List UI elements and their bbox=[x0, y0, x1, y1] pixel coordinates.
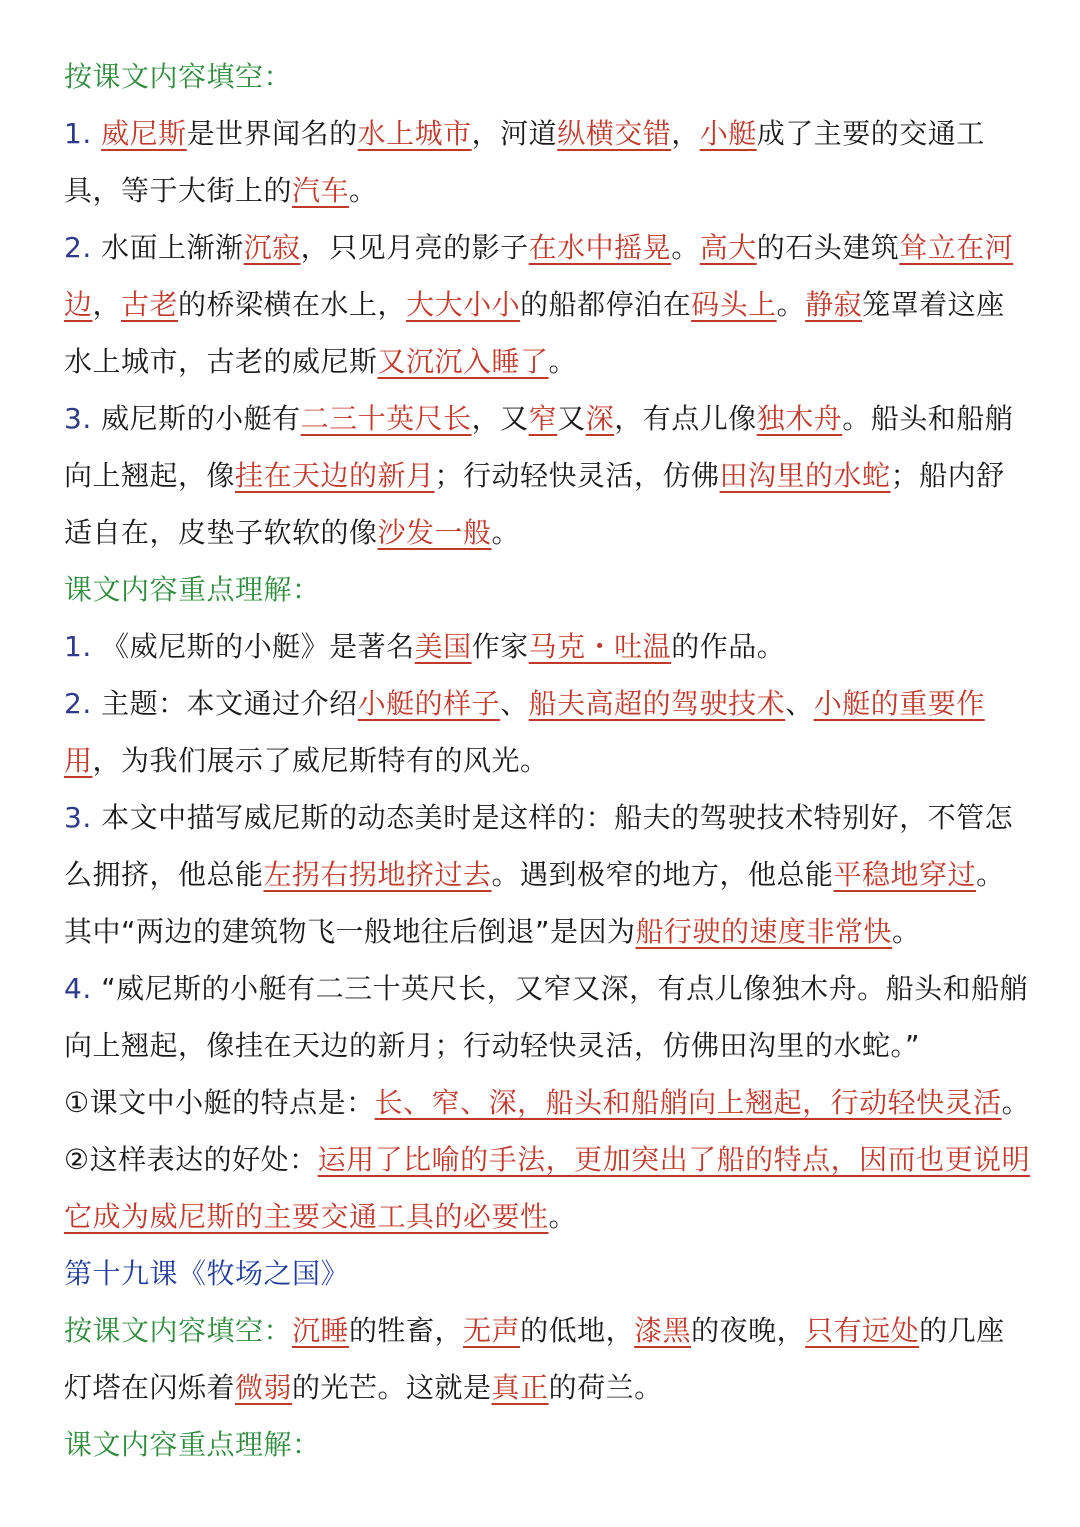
understand-item-4-q1 bbox=[64, 1074, 1032, 1131]
section-heading-understand: 课文内容重点理解： bbox=[64, 573, 321, 606]
prompt-text: 的石头建筑 bbox=[756, 231, 900, 264]
prompt-text: 的作品。 bbox=[671, 630, 786, 663]
answer-text: 二三十英尺长 bbox=[300, 402, 472, 435]
item-number: 4. bbox=[64, 972, 102, 1005]
prompt-text: 的牲畜， bbox=[349, 1314, 464, 1347]
answer-text: 左拐右拐地挤过去 bbox=[263, 858, 492, 891]
answer-text: 高大 bbox=[699, 231, 757, 264]
item-number: 2. bbox=[64, 231, 102, 264]
answer-text: 沉睡 bbox=[292, 1314, 350, 1347]
item-number: 1. bbox=[64, 630, 102, 663]
prompt-text: ②这样表达的好处： bbox=[64, 1143, 318, 1176]
answer-text: 小艇 bbox=[699, 117, 757, 150]
answer-text: 深 bbox=[585, 402, 615, 435]
answer-text: 船夫高超的驾驶技术 bbox=[528, 687, 786, 720]
answer-text: 水上城市 bbox=[357, 117, 472, 150]
prompt-text: 又 bbox=[557, 402, 586, 435]
prompt-text: 。 bbox=[548, 1200, 578, 1233]
answer-text: 马克・吐温 bbox=[528, 630, 672, 663]
answer-text: 挂在天边的新月 bbox=[235, 459, 435, 492]
prompt-text: 威尼斯的小艇有 bbox=[101, 402, 301, 435]
understand-item-2 bbox=[64, 675, 1032, 789]
answer-text: 码头上 bbox=[691, 288, 777, 321]
prompt-text: 。其中“两边的建筑物飞一般地往后倒退”是因为 bbox=[64, 858, 1005, 948]
fill-item-3 bbox=[64, 390, 1032, 561]
prompt-text: ，河道 bbox=[471, 117, 558, 150]
answer-text: 船行驶的速度非常快 bbox=[635, 915, 893, 948]
answer-text: 田沟里的水蛇 bbox=[719, 459, 891, 492]
answer-text: 无声 bbox=[463, 1314, 521, 1347]
prompt-text: 的船都停泊在 bbox=[520, 288, 692, 321]
prompt-text: 。 bbox=[1001, 1086, 1031, 1119]
lesson-19-title: 第十九课《牧场之国》 bbox=[64, 1257, 350, 1290]
prompt-text: ①课文中小艇的特点是： bbox=[64, 1086, 375, 1119]
understand-item-3 bbox=[64, 789, 1032, 960]
prompt-text: ，有点儿像 bbox=[614, 402, 757, 435]
prompt-text: 作家 bbox=[471, 630, 529, 663]
prompt-text: 的夜晚， bbox=[691, 1314, 806, 1347]
prompt-text: 是世界闻名的 bbox=[186, 117, 358, 150]
prompt-text: ；行动轻快灵活，仿佛 bbox=[434, 459, 720, 492]
prompt-text: ， bbox=[671, 117, 700, 150]
prompt-text: 。 bbox=[776, 288, 806, 321]
prompt-text: 的桥梁横在水上， bbox=[178, 288, 407, 321]
prompt-text: 的低地， bbox=[520, 1314, 635, 1347]
prompt-text: 成了主要的交通工具，等于大街上的 bbox=[64, 117, 985, 207]
prompt-text: 《威尼斯的小艇》是著名 bbox=[101, 630, 415, 663]
understand-item-1 bbox=[64, 618, 1032, 675]
item-number: 1. bbox=[64, 117, 102, 150]
answer-text: 纵横交错 bbox=[557, 117, 672, 150]
answer-text: 窄 bbox=[528, 402, 558, 435]
answer-text: 静寂 bbox=[805, 288, 863, 321]
prompt-text: 。 bbox=[491, 516, 521, 549]
prompt-text: 。 bbox=[548, 345, 578, 378]
section-heading-fill: 按课文内容填空： bbox=[64, 60, 293, 93]
understand-item-4 bbox=[64, 960, 1032, 1074]
understand-item-4-q2 bbox=[64, 1131, 1032, 1245]
answer-text: 小艇的重要作用 bbox=[64, 687, 985, 777]
prompt-text: ；船内舒适自在，皮垫子软软的像 bbox=[64, 459, 1005, 549]
prompt-text: ，又 bbox=[471, 402, 529, 435]
answer-text: 微弱 bbox=[235, 1371, 293, 1404]
prompt-text: 。 bbox=[671, 231, 700, 264]
prompt-text: 。 bbox=[349, 174, 378, 207]
prompt-text: 。 bbox=[892, 915, 921, 948]
lesson-19-fill-heading: 按课文内容填空： bbox=[64, 1314, 293, 1347]
answer-text: 平稳地穿过 bbox=[833, 858, 977, 891]
prompt-text: ，只见月亮的影子 bbox=[300, 231, 529, 264]
answer-text: 古老 bbox=[121, 288, 179, 321]
answer-text: 大大小小 bbox=[406, 288, 521, 321]
fill-item-2 bbox=[64, 219, 1032, 390]
prompt-text: 。遇到极窄的地方，他总能 bbox=[491, 858, 834, 891]
prompt-text: 的荷兰。 bbox=[548, 1371, 663, 1404]
answer-text: 只有远处 bbox=[805, 1314, 920, 1347]
prompt-text: 水面上渐渐 bbox=[101, 231, 244, 264]
answer-text: 运用了比喻的手法，更加突出了船的特点，因而也更说明它成为威尼斯的主要交通工具的必要性 bbox=[64, 1143, 1031, 1233]
prompt-text: 笼罩着这座水上城市，古老的威尼斯 bbox=[64, 288, 1005, 378]
item-number: 3. bbox=[64, 801, 102, 834]
prompt-text: 本文中描写威尼斯的动态美时是这样的：船夫的驾驶技术特别好，不管怎么拥挤，他总能 bbox=[64, 801, 1014, 891]
answer-text: 长、窄、深，船头和船艄向上翘起，行动轻快灵活 bbox=[374, 1086, 1002, 1119]
prompt-text: 的几座灯塔在闪烁着 bbox=[64, 1314, 1005, 1404]
answer-text: 真正 bbox=[491, 1371, 549, 1404]
lesson-19-fill bbox=[64, 1302, 1032, 1416]
fill-item-1 bbox=[64, 105, 1032, 219]
item-number: 3. bbox=[64, 402, 102, 435]
prompt-text: 、 bbox=[785, 687, 814, 720]
prompt-text: ， bbox=[92, 288, 122, 321]
answer-text: 在水中摇晃 bbox=[528, 231, 672, 264]
answer-text: 耸立在河边 bbox=[64, 231, 1014, 321]
answer-text: 汽车 bbox=[292, 174, 350, 207]
prompt-text: ，为我们展示了威尼斯特有的风光。 bbox=[92, 744, 549, 777]
answer-text: 威尼斯 bbox=[101, 117, 187, 150]
answer-text: 美国 bbox=[414, 630, 472, 663]
worksheet-page bbox=[64, 48, 1032, 1473]
answer-text: 沉寂 bbox=[243, 231, 301, 264]
lesson-19-understand-heading: 课文内容重点理解： bbox=[64, 1428, 321, 1461]
prompt-text: “威尼斯的小艇有二三十英尺长，又窄又深，有点儿像独木舟。船头和船艄向上翘起，像挂在天边的新月；行动轻快灵活，仿佛田沟里的水蛇。” bbox=[64, 972, 1029, 1062]
answer-text: 小艇的样子 bbox=[357, 687, 501, 720]
prompt-text: 、 bbox=[500, 687, 529, 720]
answer-text: 沙发一般 bbox=[377, 516, 492, 549]
answer-text: 漆黑 bbox=[634, 1314, 692, 1347]
answer-text: 又沉沉入睡了 bbox=[377, 345, 549, 378]
prompt-text: 主题：本文通过介绍 bbox=[101, 687, 358, 720]
prompt-text: 的光芒。这就是 bbox=[292, 1371, 492, 1404]
item-number: 2. bbox=[64, 687, 102, 720]
answer-text: 独木舟 bbox=[756, 402, 843, 435]
prompt-text: 。船头和船艄向上翘起，像 bbox=[64, 402, 1014, 492]
